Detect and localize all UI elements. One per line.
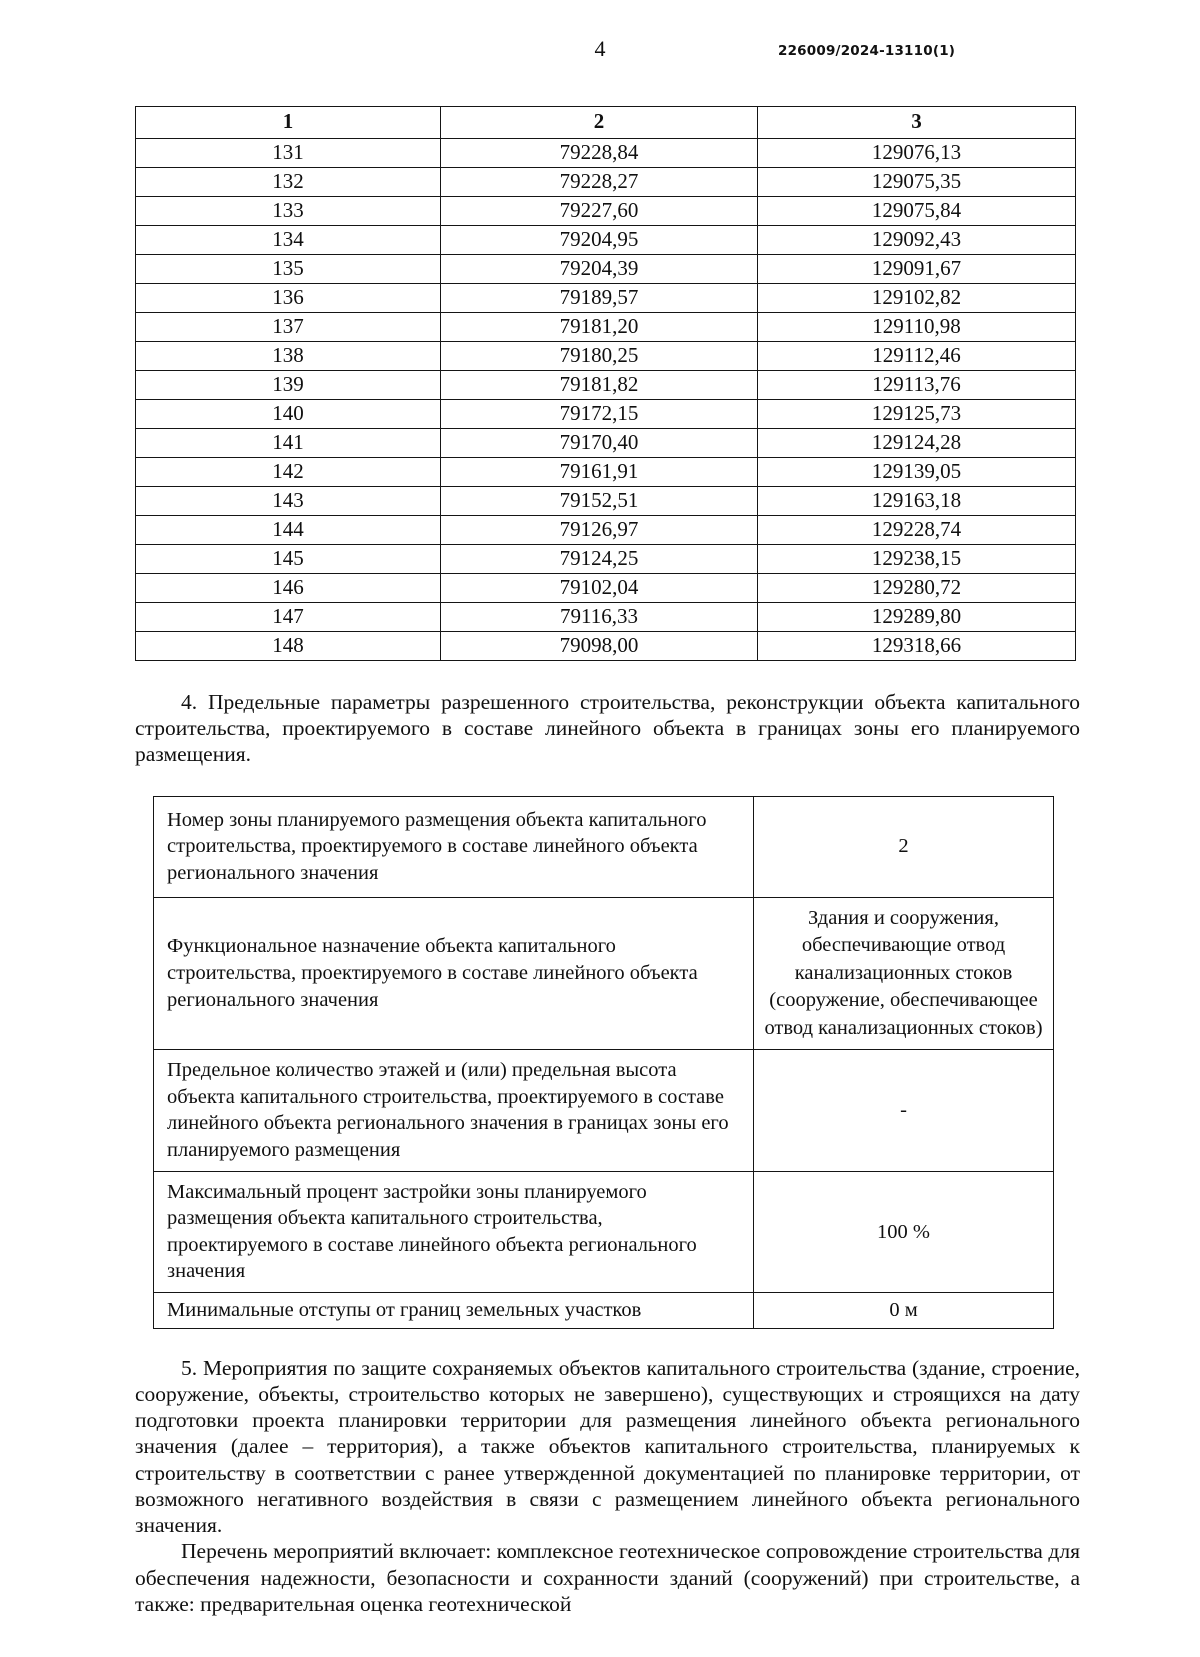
paragraph-6-text: Перечень мероприятий включает: комплексное геотехническое сопровождение строительства для обеспечения надежности, безопасности и сохранности зданий (сооружений) при строительстве, а также: предварительная оценка геотехнической [135, 1539, 1080, 1616]
param-label: Номер зоны планируемого размещения объекта капитального строительства, проектируемого в составе линейного объекта регионального значения [154, 796, 754, 897]
document-code: 226009/2024-13110(1) [778, 43, 956, 59]
cell-y: 129092,43 [758, 226, 1076, 255]
section-5 [135, 1355, 1080, 1617]
table-row [154, 1171, 1054, 1293]
table-row [136, 371, 1076, 400]
cell-x: 79204,39 [441, 255, 758, 284]
cell-y: 129091,67 [758, 255, 1076, 284]
table-row [136, 603, 1076, 632]
param-value: 2 [754, 796, 1054, 897]
cell-y: 129238,15 [758, 545, 1076, 574]
cell-index: 131 [136, 139, 441, 168]
cell-index: 142 [136, 458, 441, 487]
section-4 [135, 689, 1080, 768]
table-row [136, 313, 1076, 342]
table-row [136, 226, 1076, 255]
param-value: - [754, 1050, 1054, 1172]
cell-x: 79098,00 [441, 632, 758, 661]
cell-y: 129110,98 [758, 313, 1076, 342]
cell-y: 129102,82 [758, 284, 1076, 313]
table-row [136, 168, 1076, 197]
cell-x: 79227,60 [441, 197, 758, 226]
column-header-2: 2 [441, 107, 758, 139]
cell-y: 129228,74 [758, 516, 1076, 545]
page-header [0, 0, 1200, 61]
cell-y: 129076,13 [758, 139, 1076, 168]
cell-y: 129125,73 [758, 400, 1076, 429]
table-row [136, 284, 1076, 313]
paragraph-4-text: 4. Предельные параметры разрешенного строительства, реконструкции объекта капитального строительства, проектируемого в составе линейного объекта в границах зоны его планируемого размещения. [135, 690, 1080, 767]
cell-x: 79228,84 [441, 139, 758, 168]
cell-x: 79204,95 [441, 226, 758, 255]
cell-y: 129280,72 [758, 574, 1076, 603]
table-row [136, 139, 1076, 168]
page-number: 4 [594, 36, 606, 61]
param-label: Функциональное назначение объекта капитального строительства, проектируемого в составе линейного объекта регионального значения [154, 897, 754, 1049]
table-row [136, 429, 1076, 458]
cell-x: 79161,91 [441, 458, 758, 487]
table-row [136, 487, 1076, 516]
cell-index: 133 [136, 197, 441, 226]
coordinates-table [135, 106, 1076, 661]
table-row [154, 1050, 1054, 1172]
cell-y: 129163,18 [758, 487, 1076, 516]
table-header-row [136, 107, 1076, 139]
cell-index: 144 [136, 516, 441, 545]
cell-index: 139 [136, 371, 441, 400]
param-value: 0 м [754, 1293, 1054, 1329]
cell-index: 147 [136, 603, 441, 632]
cell-x: 79170,40 [441, 429, 758, 458]
param-label: Максимальный процент застройки зоны планируемого размещения объекта капитального строительства, проектируемого в составе линейного объекта регионального значения [154, 1171, 754, 1293]
cell-x: 79181,20 [441, 313, 758, 342]
param-label: Предельное количество этажей и (или) предельная высота объекта капитального строительства, проектируемого в составе линейного объекта регионального значения в границах зоны его планируемого размещения [154, 1050, 754, 1172]
table-row [136, 400, 1076, 429]
param-label: Минимальные отступы от границ земельных участков [154, 1293, 754, 1329]
cell-index: 132 [136, 168, 441, 197]
cell-y: 129139,05 [758, 458, 1076, 487]
cell-x: 79180,25 [441, 342, 758, 371]
cell-x: 79124,25 [441, 545, 758, 574]
cell-index: 138 [136, 342, 441, 371]
cell-y: 129112,46 [758, 342, 1076, 371]
cell-index: 136 [136, 284, 441, 313]
cell-x: 79228,27 [441, 168, 758, 197]
table-row [136, 342, 1076, 371]
cell-index: 146 [136, 574, 441, 603]
table-row [136, 516, 1076, 545]
cell-x: 79102,04 [441, 574, 758, 603]
param-value: 100 % [754, 1171, 1054, 1293]
cell-x: 79172,15 [441, 400, 758, 429]
cell-y: 129075,35 [758, 168, 1076, 197]
cell-x: 79181,82 [441, 371, 758, 400]
table-row [154, 1293, 1054, 1329]
cell-index: 148 [136, 632, 441, 661]
cell-y: 129075,84 [758, 197, 1076, 226]
cell-y: 129318,66 [758, 632, 1076, 661]
coordinates-table-body [136, 139, 1076, 661]
parameters-table-body [154, 796, 1054, 1328]
cell-index: 137 [136, 313, 441, 342]
parameters-table [153, 796, 1054, 1329]
cell-index: 135 [136, 255, 441, 284]
column-header-3: 3 [758, 107, 1076, 139]
cell-y: 129289,80 [758, 603, 1076, 632]
table-row [136, 632, 1076, 661]
cell-index: 141 [136, 429, 441, 458]
table-row [136, 574, 1076, 603]
cell-index: 143 [136, 487, 441, 516]
table-row [136, 255, 1076, 284]
cell-x: 79152,51 [441, 487, 758, 516]
cell-index: 145 [136, 545, 441, 574]
table-row [154, 897, 1054, 1049]
table-row [136, 545, 1076, 574]
table-row [136, 458, 1076, 487]
cell-x: 79116,33 [441, 603, 758, 632]
cell-index: 134 [136, 226, 441, 255]
param-value: Здания и сооружения, обеспечивающие отвод канализационных стоков (сооружение, обеспечивающее отвод канализационных стоков) [754, 897, 1054, 1049]
cell-y: 129124,28 [758, 429, 1076, 458]
cell-y: 129113,76 [758, 371, 1076, 400]
cell-x: 79126,97 [441, 516, 758, 545]
table-row [136, 197, 1076, 226]
column-header-1: 1 [136, 107, 441, 139]
cell-index: 140 [136, 400, 441, 429]
page-content [0, 106, 1200, 1617]
table-row [154, 796, 1054, 897]
paragraph-5-text: 5. Мероприятия по защите сохраняемых объектов капитального строительства (здание, строение, сооружение, объекты, строительство которых не завершено), существующих и строящихся на дату подготовки проекта планировки территории для размещения линейного объекта регионального значения (далее – территория), а также объектов капитального строительства, планируемых к строительству в соответствии с ранее утвержденной документацией по планировке территории, от возможного негативного воздействия в связи с размещением линейного объекта регионального значения. [135, 1355, 1080, 1538]
cell-x: 79189,57 [441, 284, 758, 313]
